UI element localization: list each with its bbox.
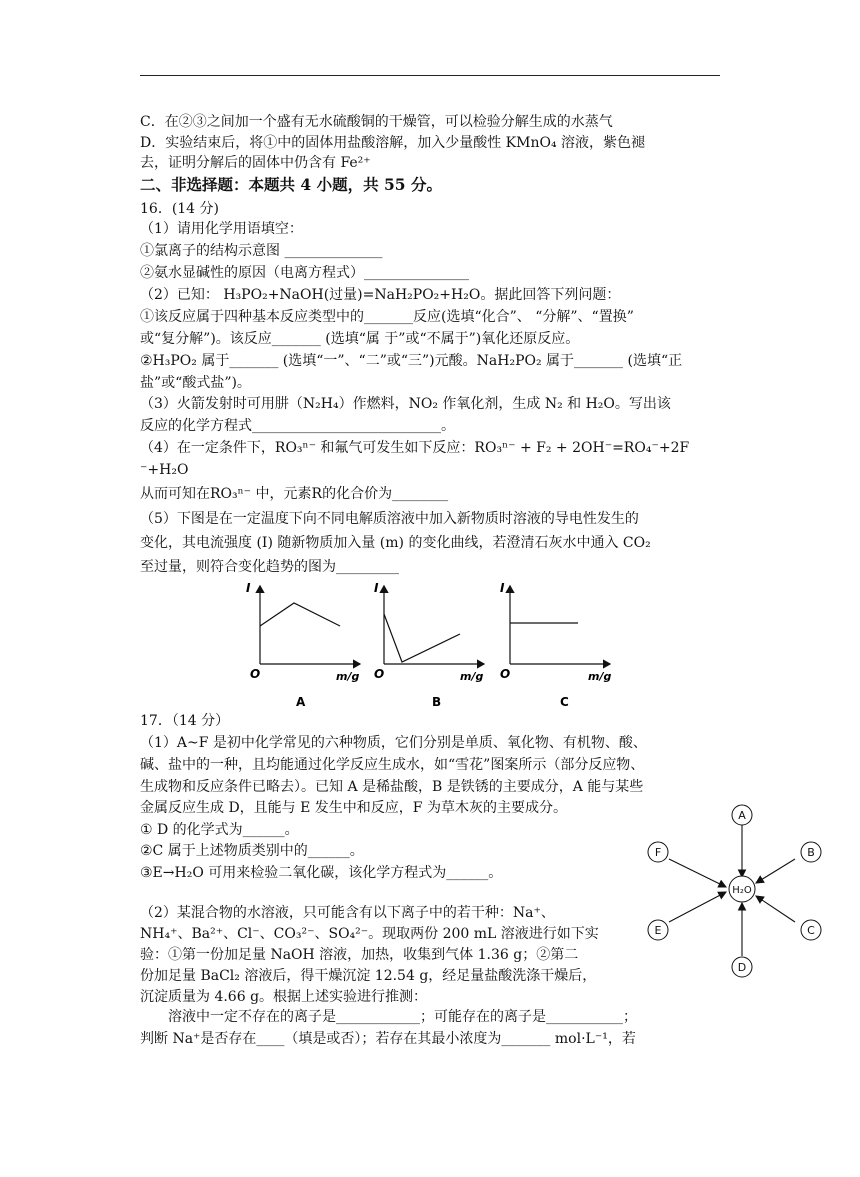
text-line: ②H₃PO₂ 属于_______ (选填“一”、“二”或“三”)元酸。NaH₂PO₂ 属于_______ (选填“正 [140,353,683,369]
node-c: C [807,924,815,937]
text-line: （1）A~F 是初中化学常见的六种物质，它们分别是单质、氧化物、有机物、酸、 [140,735,647,751]
text-line: ③E→H₂O 可用来检验二氧化碳，该化学方程式为______。 [140,865,503,881]
panel-label-b: B [432,695,442,709]
panel-label-a: A [296,695,306,709]
y-axis-label: I [246,581,251,595]
origin-label: O [374,667,385,681]
text-line: 份加足量 BaCl₂ 溶液后，得干燥沉淀 12.54 g，经足量盐酸洗涤干燥后， [140,968,597,984]
node-center-h2o: H₂O [732,885,752,896]
question-16-title: 16．(14 分) [140,201,220,217]
node-f: F [654,846,662,859]
text-line: （2）某混合物的水溶液，只可能含有以下离子中的若干种：Na⁺、 [140,905,555,921]
text-line: （3）火箭发射时可用肼（N₂H₄）作燃料，NO₂ 作氧化剂，生成 N₂ 和 H₂O。写出该 [140,396,671,412]
text-line: 反应的化学方程式___________________________。 [140,418,455,434]
node-a: A [738,809,746,822]
text-line: 去，证明分解后的固体中仍含有 Fe²⁺ [140,155,371,171]
x-axis-label: m/g [588,670,612,683]
text-line: 判断 Na⁺是否存在____（填是或否）；若存在其最小浓度为_______ mol·L⁻¹，若 [140,1031,636,1047]
panel-label-c: C [560,695,569,709]
graph-a [246,581,360,709]
text-line: ① D 的化学式为______。 [140,822,299,838]
text-line: 溶液中一定不存在的离子是____________；可能存在的离子是___________； [168,1009,637,1025]
origin-label: O [500,667,511,681]
text-line: ②C 属于上述物质类别中的______。 [140,843,364,859]
node-b: B [807,846,815,859]
text-line: ①该反应属于四种基本反应类型中的_______反应(选填“化合”、 “分解”、“置换” [140,309,634,325]
text-line: 或“复分解”)。该反应_______ (选填“属 于”或“不属于”)氧化还原反应。 [140,331,580,347]
header-rule [140,75,720,76]
text-line: D．实验结束后，将①中的固体用盐酸溶解，加入少量酸性 KMnO₄ 溶液，紫色褪 [140,135,646,151]
y-axis-label: I [500,581,505,595]
text-line: （2）已知： H₃PO₂+NaOH(过量)=NaH₂PO₂+H₂O。据此回答下列问题： [140,287,621,303]
text-line: 沉淀质量为 4.66 g。根据上述实验进行推测： [140,989,428,1005]
text-line: 金属反应生成 D，且能与 E 发生中和反应，F 为草木灰的主要成分。 [140,800,567,816]
graph-b [374,581,484,709]
graph-c [500,581,611,709]
text-line: 变化，其电流强度 (I) 随新物质加入量 (m) 的变化曲线，若澄清石灰水中通入 CO₂ [140,535,651,551]
text-line: 从而可知在RO₃ⁿ⁻ 中，元素R的化合价为________ [140,486,449,502]
text-line: （1）请用化学用语填空： [140,221,303,237]
text-line: ⁻+H₂O [140,462,189,478]
x-axis-label: m/g [336,670,360,683]
snowflake-diagram [638,800,838,985]
text-line: （5）下图是在一定温度下向不同电解质溶液中加入新物质时溶液的导电性发生的 [140,511,639,527]
text-line: C．在②③之间加一个盛有无水硫酸铜的干燥管，可以检验分解生成的水蒸气 [140,114,613,130]
text-line: 至过量，则符合变化趋势的图为_________ [140,559,399,575]
section-heading: 二、非选择题：本题共 4 小题，共 55 分。 [140,175,442,194]
text-line: NH₄⁺、Ba²⁺、Cl⁻、CO₃²⁻、SO₄²⁻。现取两份 200 mL 溶液进行如下实 [140,926,599,942]
question-17-title: 17．（14 分） [140,713,230,729]
text-line: 碱、盐中的一种，且均能通过化学反应生成水，如“雪花”图案所示（部分反应物、 [140,757,645,773]
conductivity-graphs [238,578,618,712]
node-d: D [737,961,747,974]
text-line: 生成物和反应条件已略去）。已知 A 是稀盐酸，B 是铁锈的主要成分，A 能与某些 [140,779,644,795]
text-line: 盐”或“酸式盐”)。 [140,375,251,391]
text-line: ①氯离子的结构示意图 ______________ [140,243,383,259]
text-line: ②氨水显碱性的原因（电离方程式）_______________ [140,265,469,281]
x-axis-label: m/g [460,670,484,683]
text-line: （4）在一定条件下，RO₃ⁿ⁻ 和氟气可发生如下反应：RO₃ⁿ⁻ + F₂ + 2OH⁻=RO₄⁻+2F [140,440,690,456]
origin-label: O [250,667,261,681]
text-line: 验：①第一份加足量 NaOH 溶液，加热，收集到气体 1.36 g；②第二 [140,947,579,963]
node-e: E [654,924,662,937]
y-axis-label: I [374,581,379,595]
